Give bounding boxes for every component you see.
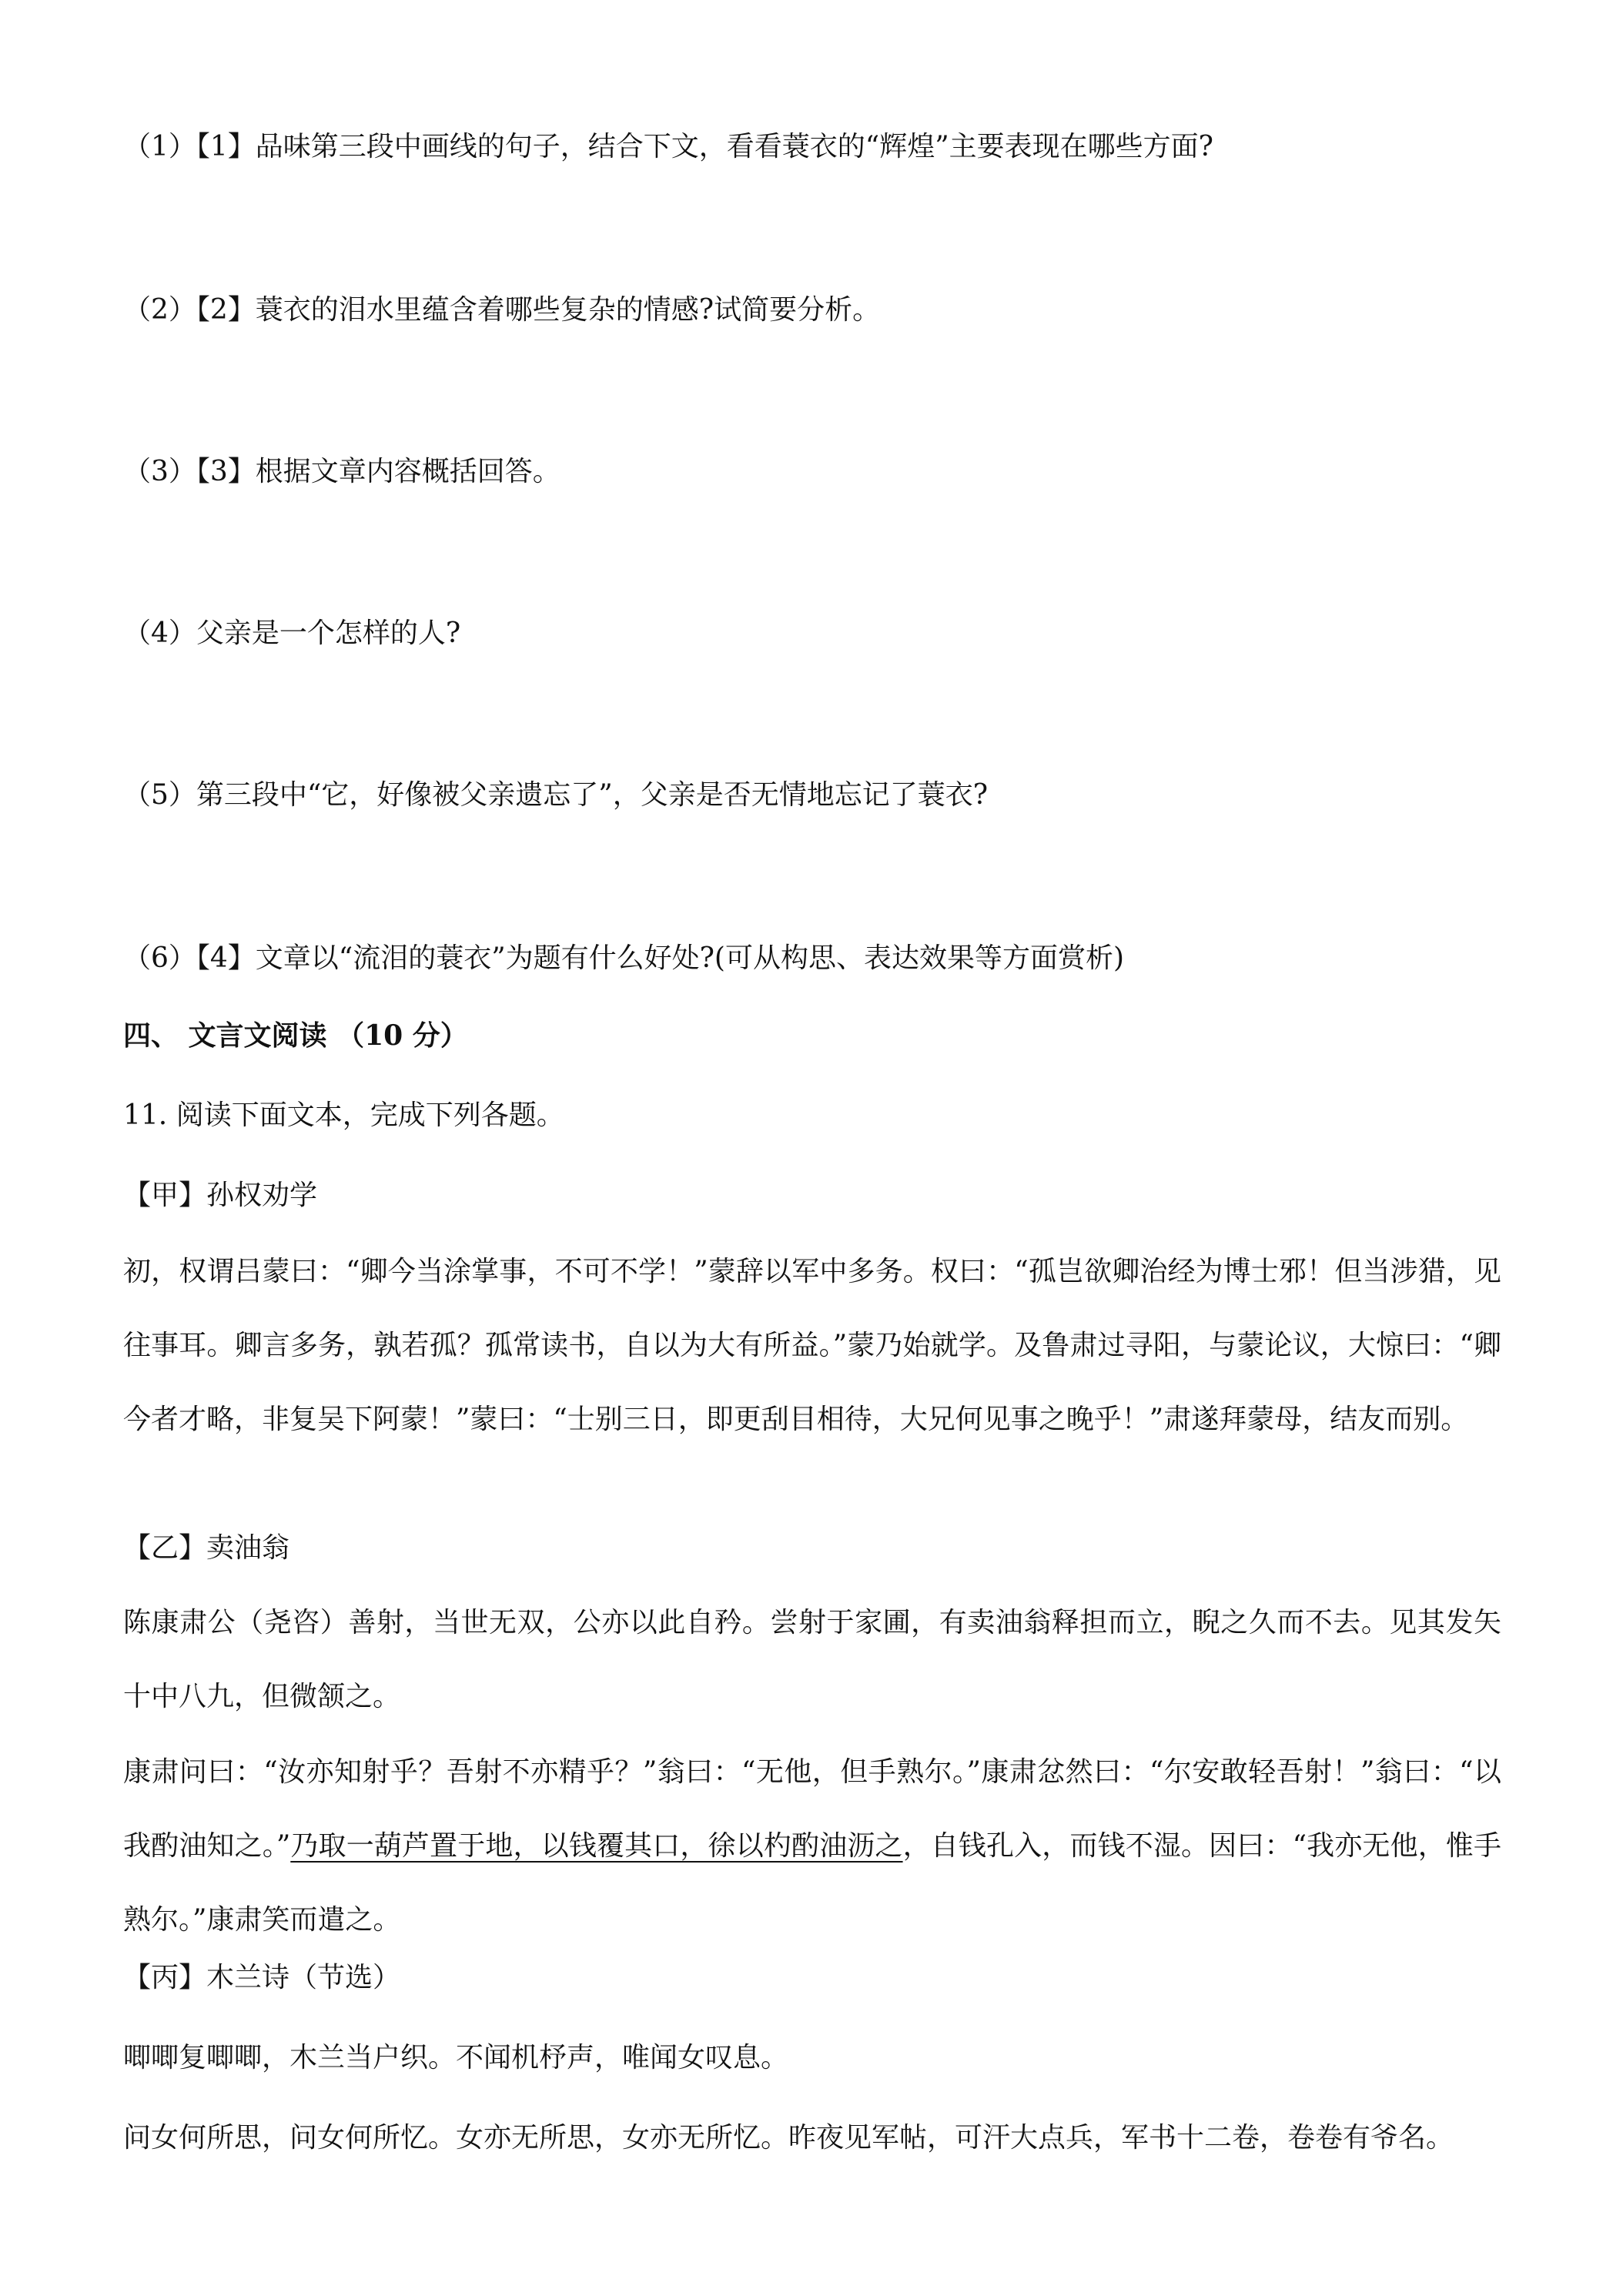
section-heading: 四、 文言文阅读 （10 分） <box>123 1019 468 1052</box>
question-2: （2）【2】蓑衣的泪水里蕴含着哪些复杂的情感?试简要分析。 <box>123 294 881 326</box>
question-3: （3）【3】根据文章内容概括回答。 <box>123 456 561 487</box>
underlined-sentence: 乃取一葫芦置于地，以钱覆其口，徐以杓酌油沥之 <box>290 1830 903 1862</box>
question-4: （4）父亲是一个怎样的人? <box>123 618 461 649</box>
passage-yi-paragraph-2 <box>123 1735 1501 1957</box>
question-6: （6）【4】文章以“流泪的蓑衣”为题有什么好处?(可从构思、表达效果等方面赏析) <box>123 942 1125 974</box>
item-intro: 11. 阅读下面文本，完成下列各题。 <box>123 1099 564 1131</box>
passage-yi-title: 【乙】卖油翁 <box>123 1532 290 1564</box>
question-5: （5）第三段中“它，好像被父亲遗忘了”，父亲是否无情地忘记了蓑衣? <box>123 779 989 811</box>
poem-line-1: 唧唧复唧唧，木兰当户织。不闻机杼声，唯闻女叹息。 <box>123 2042 789 2073</box>
passage-bing-title: 【丙】木兰诗（节选） <box>123 1962 401 1993</box>
passage-jia-title: 【甲】孙权劝学 <box>123 1180 318 1211</box>
passage-yi-text-after: ，自钱孔入，而钱不湿。因曰：“我亦无他，惟手熟尔。”康肃笑而遣之。 <box>123 1830 1501 1936</box>
passage-yi-text-before: 康肃问曰：“汝亦知射乎？吾射不亦精乎？”翁曰：“无他，但手熟尔。”康肃忿然曰：“尔安敢轻吾射！”翁曰：“以我酌油知之。” <box>123 1756 1501 1862</box>
poem-line-2: 问女何所思，问女何所忆。女亦无所思，女亦无所忆。昨夜见军帖，可汗大点兵，军书十二卷，卷卷有爷名。 <box>123 2122 1454 2154</box>
question-1: （1）【1】品味第三段中画线的句子，结合下文，看看蓑衣的“辉煌”主要表现在哪些方面? <box>123 131 1213 162</box>
passage-yi-paragraph-1: 陈康肃公（尧咨）善射，当世无双，公亦以此自矜。尝射于家圃，有卖油翁释担而立，睨之久而不去。见其发矢十中八九，但微颔之。 <box>123 1607 1501 1712</box>
passage-jia-text: 初，权谓吕蒙曰：“卿今当涂掌事，不可不学！”蒙辞以军中多务。权曰：“孤岂欲卿治经为博士邪！但当涉猎，见往事耳。卿言多务，孰若孤？孤常读书，自以为大有所益。”蒙乃始就学。及鲁肃过寻阳，与蒙论议，大惊曰：“卿今者才略，非复吴下阿蒙！”蒙曰：“士别三日，即更刮目相待，大兄何见事之晚乎！”肃遂拜蒙母，结友而别。 <box>123 1256 1501 1435</box>
